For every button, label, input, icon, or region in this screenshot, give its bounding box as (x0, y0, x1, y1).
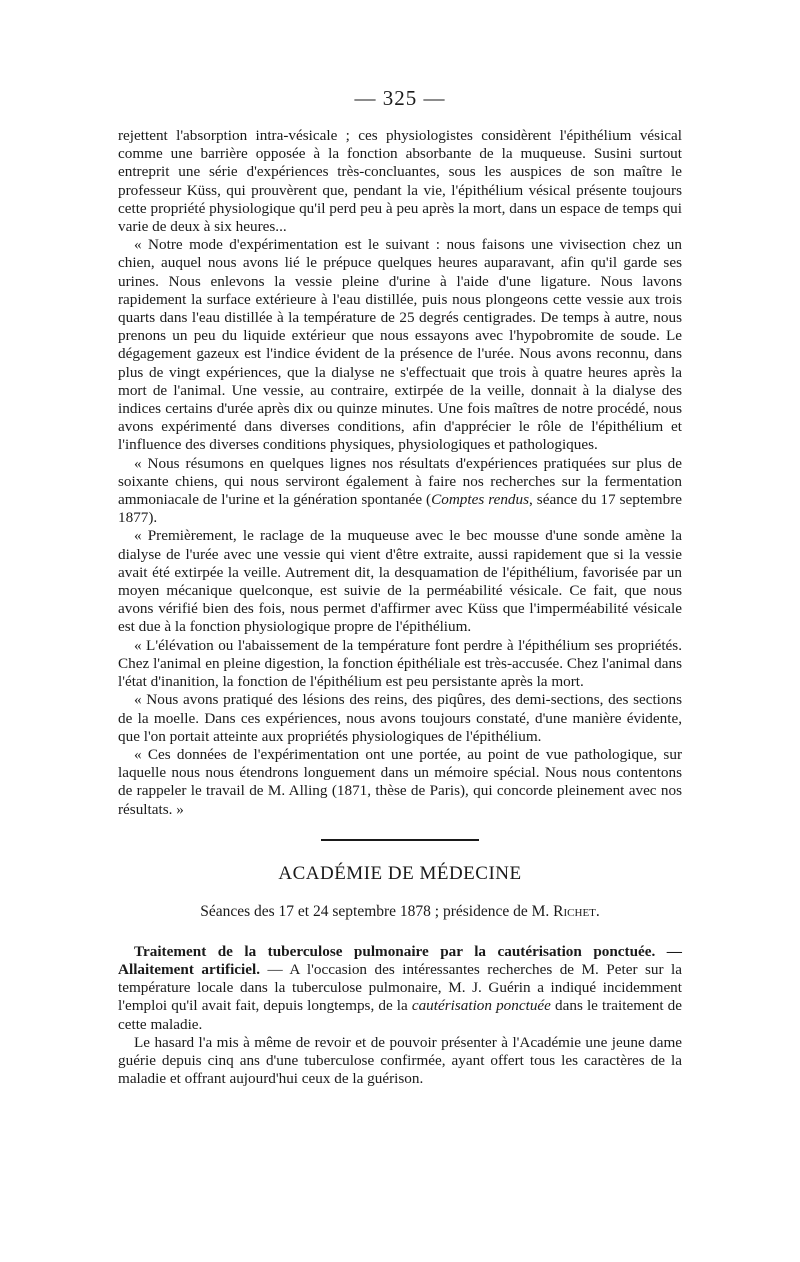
paragraph-results-summary (118, 455, 682, 528)
session-text-after: . (595, 902, 600, 920)
article-title: Traitement de la tuberculose pulmonaire par la cautérisation ponctuée. — Allaitement artificiel. (118, 942, 682, 978)
session-president: Richet (553, 902, 596, 920)
summary-text-after: , séance du 17 septembre 1877). (118, 491, 682, 527)
article-intro-before: — A l'occasion des intéressantes recherches de M. Peter sur la température locale dans la tuberculose pulmonaire, M. J. Guérin a indiqué incidemment l'emploi qu'il avait fait, depuis longtemps, de la (118, 960, 682, 1015)
paragraph-temperature: « L'élévation ou l'abaissement de la température font perdre à l'épithélium ses propriétés. Chez l'animal en pleine digestion, la fonction épithéliale est très-accusée. Chez l'animal dans l'état d'inanition, la fonction de l'épithélium est peu persistante après la mort. (118, 636, 682, 691)
article-intro-after: dans le traitement de cette maladie. (118, 997, 683, 1033)
paragraph-lesions: « Nous avons pratiqué des lésions des reins, des piqûres, des demi-sections, des sections de la moelle. Dans ces expériences, nous avons toujours constaté, d'une manière évidente, que l'on portait atteinte aux propriétés physiologiques de l'épithélium. (118, 691, 682, 745)
paragraph-conclusion: « Ces données de l'expérimentation ont une portée, au point de vue pathologique, sur laquelle nous nous étendrons longuement dans un mémoire spécial. Nous nous contentons de rappeler le travail de M. Alling (1871, thèse de Paris), qui concorde pleinement avec nos résultats. » (118, 745, 682, 818)
paragraph-article-intro (118, 943, 682, 1034)
page-number: — 325 — (354, 86, 446, 110)
paragraph-epithelium-intro: rejettent l'absorption intra-vésicale ; ces physiologistes considèrent l'épithélium vésical comme une barrière opposée à la fonction absorbante de la muqueuse. Susini surtout entreprit une série d'expériences très-concluantes, sous les auspices de son maître le professeur Küss, qui prouvèrent que, pendant la vie, l'épithélium vésical présente toujours cette propriété physiologique qu'il perd peu à peu après la mort, dans un espace de temps qui varie de deux à six heures... (118, 127, 682, 236)
paragraph-first-finding: « Premièrement, le raclage de la muqueuse avec le bec mousse d'une sonde amène la dialyse de l'urée avec une vessie qui vient d'être extraite, aussi rapidement que si la vessie avait été extirpée la veille. Autrement dit, la desquamation de l'épithélium, favorisée par un moyen mécanique quelconque, est suivie de la perméabilité vésicale. Ce fait, que nous avons vérifié bien des fois, nous permet d'affirmer avec Küss que l'imperméabilité vésicale est due à la fonction physiologique propre de l'épithélium. (118, 527, 682, 636)
summary-italic-ref: Comptes rendus (431, 491, 530, 509)
session-text-before: Séances des 17 et 24 septembre 1878 ; présidence de M. (200, 902, 554, 920)
paragraph-experiment-method: « Notre mode d'expérimentation est le suivant : nous faisons une vivisection chez un chien, auquel nous avons lié le prépuce quelques heures auparavant, afin qu'il garde ses urines. Nous enlevons la vessie pleine d'urine à l'aide d'une ligature. Nous lavons rapidement la surface extérieure à l'eau distillée, puis nous plongeons cette vessie aux trois quarts dans l'eau distillée à la température de 25 degrés centigrades. De temps à autre, nous prenons un peu du liquide extérieur que nous essayons avec l'hypobromite de soude. Le dégagement gazeux est l'indice évident de la présence de l'urée. Nous avons reconnu, dans plus de vingt expériences, que la dialyse ne s'effectuait que trois à quatre heures après la mort de l'animal. Une vessie, au contraire, extirpée de la veille, donnait à la dialyse des indices certains d'urée après dix ou quinze minutes. Une fois maîtres de notre procédé, nous avons expérimenté dans diverses conditions, afin d'apprécier le rôle de l'épithélium et l'influence des diverses conditions physiques, physiologiques et pathologiques. (118, 236, 682, 454)
section-divider (321, 839, 479, 841)
session-line (118, 903, 682, 921)
section-title: ACADÉMIE DE MÉDECINE (278, 862, 522, 884)
paragraph-article-case: Le hasard l'a mis à même de revoir et de pouvoir présenter à l'Académie une jeune dame guérie depuis cinq ans d'une tuberculose confirmée, ayant offert tous les caractères de la maladie et offrant aujourd'hui ceux de la guérison. (118, 1033, 682, 1088)
summary-text-before: « Nous résumons en quelques lignes nos résultats d'expériences pratiquées sur plus de soixante chiens, qui nous serviront également à faire nos recherches sur la fermentation ammoniacale de l'urine et la génération spontanée ( (118, 454, 682, 509)
document-page (118, 86, 682, 1088)
article-intro-italic: cautérisation ponctuée (411, 997, 551, 1015)
